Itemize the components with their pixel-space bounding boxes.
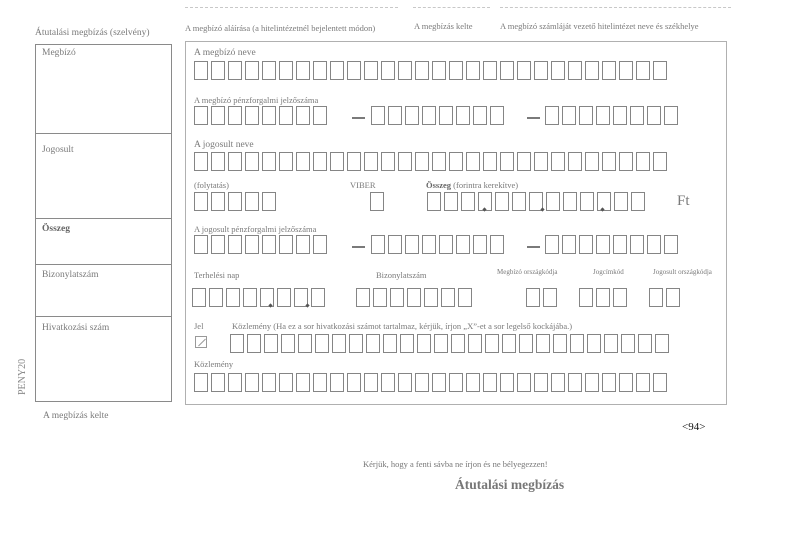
viber-label: VIBER: [350, 180, 376, 190]
stub-divider: [36, 133, 171, 134]
form-title: Átutalási megbízás: [455, 477, 565, 492]
entry-box[interactable]: [279, 152, 293, 171]
stub-beneficiary-label: Jogosult: [42, 145, 74, 155]
entry-box[interactable]: [546, 192, 560, 211]
stub-receipt-label: Bizonylatszám: [42, 270, 99, 280]
entry-box[interactable]: [621, 334, 635, 353]
entry-box[interactable]: [536, 334, 550, 353]
entry-box[interactable]: [585, 373, 599, 392]
entry-box[interactable]: [647, 235, 661, 254]
entry-box[interactable]: [262, 152, 276, 171]
entry-box[interactable]: [405, 235, 419, 254]
entry-box[interactable]: [485, 334, 499, 353]
entry-box[interactable]: [279, 373, 293, 392]
payer-name-label: A megbízó neve: [194, 48, 256, 58]
entry-box[interactable]: [427, 192, 441, 211]
entry-box[interactable]: [407, 288, 421, 307]
entry-box[interactable]: [451, 334, 465, 353]
beneficiary-country-label: Jogosult országkódja: [653, 268, 712, 276]
entry-box[interactable]: [247, 334, 261, 353]
entry-box[interactable]: [653, 152, 667, 171]
continued-label: (folytatás): [194, 180, 229, 190]
viber-box[interactable]: [370, 192, 384, 211]
entry-box[interactable]: [398, 61, 412, 80]
entry-box[interactable]: [226, 288, 240, 307]
entry-box[interactable]: [296, 106, 310, 125]
entry-box[interactable]: [330, 152, 344, 171]
entry-box[interactable]: [264, 334, 278, 353]
entry-box[interactable]: [230, 334, 244, 353]
entry-box[interactable]: [630, 235, 644, 254]
entry-box[interactable]: [390, 288, 404, 307]
entry-box[interactable]: [211, 106, 225, 125]
entry-box[interactable]: [636, 152, 650, 171]
transfer-form: [185, 41, 727, 405]
entry-box[interactable]: [313, 152, 327, 171]
entry-box[interactable]: [315, 334, 329, 353]
entry-box[interactable]: [602, 373, 616, 392]
entry-box[interactable]: [568, 152, 582, 171]
entry-box[interactable]: [517, 61, 531, 80]
entry-box[interactable]: [332, 334, 346, 353]
entry-box[interactable]: [424, 288, 438, 307]
entry-box[interactable]: [398, 373, 412, 392]
entry-box[interactable]: [228, 373, 242, 392]
entry-box[interactable]: [228, 61, 242, 80]
beneficiary-account-group-3[interactable]: [545, 235, 678, 254]
entry-box[interactable]: [579, 288, 593, 307]
entry-box[interactable]: [209, 288, 223, 307]
entry-box[interactable]: [243, 288, 257, 307]
stub-amount-label: Összeg: [42, 224, 70, 234]
entry-box[interactable]: [245, 192, 259, 211]
signature-label: A megbízó aláírása (a hitelintézetnél bejelentett módon): [185, 23, 376, 33]
entry-box[interactable]: [490, 235, 504, 254]
signature-line: [185, 7, 398, 8]
entry-box[interactable]: [613, 235, 627, 254]
entry-box[interactable]: [502, 334, 516, 353]
entry-box[interactable]: [296, 152, 310, 171]
debit-day-label: Terhelési nap: [194, 270, 240, 280]
entry-box[interactable]: [570, 334, 584, 353]
account-separator: [527, 117, 540, 119]
entry-box[interactable]: [262, 235, 276, 254]
entry-box[interactable]: [619, 373, 633, 392]
amount-note: (forintra kerekítve): [453, 180, 519, 190]
entry-box[interactable]: [364, 61, 378, 80]
entry-box[interactable]: [194, 61, 208, 80]
entry-box[interactable]: [417, 334, 431, 353]
entry-box[interactable]: [534, 152, 548, 171]
no-write-note: Kérjük, hogy a fenti sávba ne írjon és ne bélyegezzen!: [363, 459, 548, 469]
payer-name-boxes[interactable]: [194, 61, 667, 80]
entry-box[interactable]: [373, 288, 387, 307]
entry-box[interactable]: [432, 61, 446, 80]
stub-divider: [36, 218, 171, 219]
entry-box[interactable]: [194, 152, 208, 171]
entry-box[interactable]: [483, 152, 497, 171]
reference-flag-checkbox[interactable]: [195, 336, 207, 348]
entry-box[interactable]: [545, 235, 559, 254]
entry-box[interactable]: [543, 288, 557, 307]
entry-box[interactable]: [422, 235, 436, 254]
entry-box[interactable]: [473, 106, 487, 125]
entry-box[interactable]: [296, 235, 310, 254]
payer-country-label: Megbízó országkódja: [497, 268, 558, 276]
entry-box[interactable]: [313, 235, 327, 254]
entry-box[interactable]: [228, 106, 242, 125]
entry-box[interactable]: [245, 106, 259, 125]
entry-box[interactable]: [664, 106, 678, 125]
entry-box[interactable]: [211, 192, 225, 211]
entry-box[interactable]: [449, 373, 463, 392]
entry-box[interactable]: [551, 152, 565, 171]
entry-box[interactable]: [388, 235, 402, 254]
entry-box[interactable]: [349, 334, 363, 353]
account-separator: [352, 117, 365, 119]
entry-box[interactable]: [461, 192, 475, 211]
account-separator: [527, 246, 540, 248]
entry-box[interactable]: [534, 373, 548, 392]
memo-instruction: Közlemény (Ha ez a sor hivatkozási számot tartalmaz, kérjük, írjon „X”-et a sor legelső kockájába.): [232, 321, 573, 331]
entry-box[interactable]: [298, 334, 312, 353]
entry-box[interactable]: [262, 373, 276, 392]
entry-box[interactable]: [228, 235, 242, 254]
entry-box[interactable]: [602, 152, 616, 171]
entry-box[interactable]: [432, 152, 446, 171]
entry-box[interactable]: [415, 373, 429, 392]
entry-box[interactable]: [279, 106, 293, 125]
amount-label-bold: Összeg: [426, 180, 452, 190]
entry-box[interactable]: [517, 373, 531, 392]
entry-box[interactable]: [296, 61, 310, 80]
entry-box[interactable]: [194, 106, 208, 125]
receipt-number-boxes[interactable]: [356, 288, 472, 307]
continued-boxes[interactable]: [194, 192, 276, 211]
entry-box[interactable]: [370, 192, 384, 211]
entry-box[interactable]: [194, 192, 208, 211]
entry-box[interactable]: [585, 61, 599, 80]
slip-stub: [35, 44, 172, 402]
entry-box[interactable]: [604, 334, 618, 353]
beneficiary-name-label: A jogosult neve: [194, 140, 254, 150]
entry-box[interactable]: [619, 61, 633, 80]
entry-box[interactable]: [638, 334, 652, 353]
entry-box[interactable]: [313, 61, 327, 80]
entry-box[interactable]: [330, 373, 344, 392]
side-code: PENY20: [17, 358, 28, 395]
entry-box[interactable]: [371, 235, 385, 254]
entry-box[interactable]: [519, 334, 533, 353]
entry-box[interactable]: [596, 106, 610, 125]
entry-box[interactable]: [381, 152, 395, 171]
entry-box[interactable]: [580, 192, 594, 211]
entry-box[interactable]: [653, 373, 667, 392]
date-line: [413, 7, 490, 8]
beneficiary-country-boxes[interactable]: [649, 288, 680, 307]
beneficiary-name-boxes[interactable]: [194, 152, 667, 171]
entry-box[interactable]: [211, 373, 225, 392]
entry-box[interactable]: [466, 373, 480, 392]
entry-box[interactable]: [458, 288, 472, 307]
entry-box[interactable]: [596, 288, 610, 307]
entry-box[interactable]: [466, 152, 480, 171]
payer-account-group-1[interactable]: [194, 106, 327, 125]
entry-box[interactable]: [194, 373, 208, 392]
entry-box[interactable]: [468, 334, 482, 353]
entry-box[interactable]: [211, 61, 225, 80]
entry-box[interactable]: [534, 61, 548, 80]
entry-box[interactable]: [422, 106, 436, 125]
entry-box[interactable]: [383, 334, 397, 353]
receipt-number-label: Bizonylatszám: [376, 270, 427, 280]
memo-line-2-boxes[interactable]: [194, 373, 667, 392]
entry-box[interactable]: [371, 106, 385, 125]
entry-box[interactable]: [277, 288, 291, 307]
entry-box[interactable]: [563, 192, 577, 211]
entry-box[interactable]: [585, 152, 599, 171]
entry-box[interactable]: [649, 288, 663, 307]
entry-box[interactable]: [296, 373, 310, 392]
entry-box[interactable]: [500, 61, 514, 80]
entry-box[interactable]: [636, 373, 650, 392]
entry-box[interactable]: [630, 106, 644, 125]
entry-box[interactable]: [653, 61, 667, 80]
entry-box[interactable]: [568, 373, 582, 392]
entry-box[interactable]: [517, 152, 531, 171]
entry-box[interactable]: [279, 235, 293, 254]
entry-box[interactable]: [439, 235, 453, 254]
entry-box[interactable]: [613, 106, 627, 125]
entry-box[interactable]: [562, 106, 576, 125]
entry-box[interactable]: [364, 152, 378, 171]
entry-box[interactable]: [381, 373, 395, 392]
entry-box[interactable]: [545, 106, 559, 125]
entry-box[interactable]: [281, 334, 295, 353]
payer-account-label: A megbízó pénzforgalmi jelzőszáma: [194, 95, 319, 105]
entry-box[interactable]: [194, 235, 208, 254]
entry-box[interactable]: [434, 334, 448, 353]
flag-label: Jel: [194, 321, 204, 331]
bank-label: A megbízó számláját vezető hitelintézet neve és székhelye: [500, 21, 699, 31]
entry-box[interactable]: [245, 152, 259, 171]
entry-box[interactable]: [444, 192, 458, 211]
payer-account-group-3[interactable]: [545, 106, 678, 125]
entry-box[interactable]: [614, 192, 628, 211]
entry-box[interactable]: [245, 235, 259, 254]
memo-label: Közlemény: [194, 359, 234, 369]
entry-box[interactable]: [347, 61, 361, 80]
legal-title-boxes[interactable]: [579, 288, 627, 307]
entry-box[interactable]: [596, 235, 610, 254]
beneficiary-account-group-2[interactable]: [371, 235, 504, 254]
entry-box[interactable]: [466, 61, 480, 80]
entry-box[interactable]: [666, 288, 680, 307]
currency-label: Ft: [677, 193, 690, 209]
entry-box[interactable]: [568, 61, 582, 80]
entry-box[interactable]: [245, 61, 259, 80]
entry-box[interactable]: [415, 152, 429, 171]
entry-box[interactable]: [456, 106, 470, 125]
stub-reference-label: Hivatkozási szám: [42, 323, 110, 333]
entry-box[interactable]: [398, 152, 412, 171]
entry-box[interactable]: [330, 61, 344, 80]
entry-box[interactable]: [347, 152, 361, 171]
stub-divider: [36, 316, 171, 317]
entry-box[interactable]: [483, 373, 497, 392]
entry-box[interactable]: [655, 334, 669, 353]
stub-payer-label: Megbízó: [42, 48, 76, 58]
entry-box[interactable]: [613, 288, 627, 307]
entry-box[interactable]: [211, 235, 225, 254]
entry-box[interactable]: [500, 373, 514, 392]
entry-box[interactable]: [579, 106, 593, 125]
form-code: <94>: [682, 421, 706, 433]
beneficiary-account-label: A jogosult pénzforgalmi jelzőszáma: [194, 224, 317, 234]
stub-date-label: A megbízás kelte: [43, 411, 109, 421]
entry-box[interactable]: [647, 106, 661, 125]
entry-box[interactable]: [562, 235, 576, 254]
entry-box[interactable]: [381, 61, 395, 80]
entry-box[interactable]: [388, 106, 402, 125]
entry-box[interactable]: [364, 373, 378, 392]
entry-box[interactable]: [473, 235, 487, 254]
entry-box[interactable]: [311, 288, 325, 307]
amount-label: [426, 180, 518, 190]
amount-boxes[interactable]: [427, 192, 645, 211]
entry-box[interactable]: [228, 152, 242, 171]
memo-line-1-boxes[interactable]: [230, 334, 669, 353]
entry-box[interactable]: [400, 334, 414, 353]
entry-box[interactable]: [279, 61, 293, 80]
entry-box[interactable]: [553, 334, 567, 353]
legal-title-label: Jogcímkód: [593, 268, 624, 276]
entry-box[interactable]: [356, 288, 370, 307]
entry-box[interactable]: [490, 106, 504, 125]
entry-box[interactable]: [262, 61, 276, 80]
entry-box[interactable]: [636, 61, 650, 80]
payer-country-boxes[interactable]: [526, 288, 557, 307]
entry-box[interactable]: [262, 106, 276, 125]
entry-box[interactable]: [313, 106, 327, 125]
entry-box[interactable]: [512, 192, 526, 211]
entry-box[interactable]: [245, 373, 259, 392]
slip-title: Átutalási megbízás (szelvény): [35, 28, 150, 38]
entry-box[interactable]: [579, 235, 593, 254]
entry-box[interactable]: [619, 152, 633, 171]
entry-box[interactable]: [456, 235, 470, 254]
entry-box[interactable]: [441, 288, 455, 307]
entry-box[interactable]: [228, 192, 242, 211]
entry-box[interactable]: [602, 61, 616, 80]
entry-box[interactable]: [551, 61, 565, 80]
entry-box[interactable]: [631, 192, 645, 211]
date-label: A megbízás kelte: [414, 21, 473, 31]
entry-box[interactable]: [262, 192, 276, 211]
entry-box[interactable]: [432, 373, 446, 392]
entry-box[interactable]: [192, 288, 206, 307]
entry-box[interactable]: [211, 152, 225, 171]
entry-box[interactable]: [587, 334, 601, 353]
entry-box[interactable]: [500, 152, 514, 171]
entry-box[interactable]: [347, 373, 361, 392]
entry-box[interactable]: [439, 106, 453, 125]
stub-divider: [36, 264, 171, 265]
entry-box[interactable]: [551, 373, 565, 392]
entry-box[interactable]: [405, 106, 419, 125]
bank-line: [500, 7, 731, 8]
entry-box[interactable]: [526, 288, 540, 307]
entry-box[interactable]: [664, 235, 678, 254]
payer-account-group-2[interactable]: [371, 106, 504, 125]
account-separator: [352, 246, 365, 248]
entry-box[interactable]: [495, 192, 509, 211]
entry-box[interactable]: [449, 61, 463, 80]
entry-box[interactable]: [366, 334, 380, 353]
entry-box[interactable]: [483, 61, 497, 80]
entry-box[interactable]: [449, 152, 463, 171]
entry-box[interactable]: [415, 61, 429, 80]
beneficiary-account-group-1[interactable]: [194, 235, 327, 254]
entry-box[interactable]: [313, 373, 327, 392]
